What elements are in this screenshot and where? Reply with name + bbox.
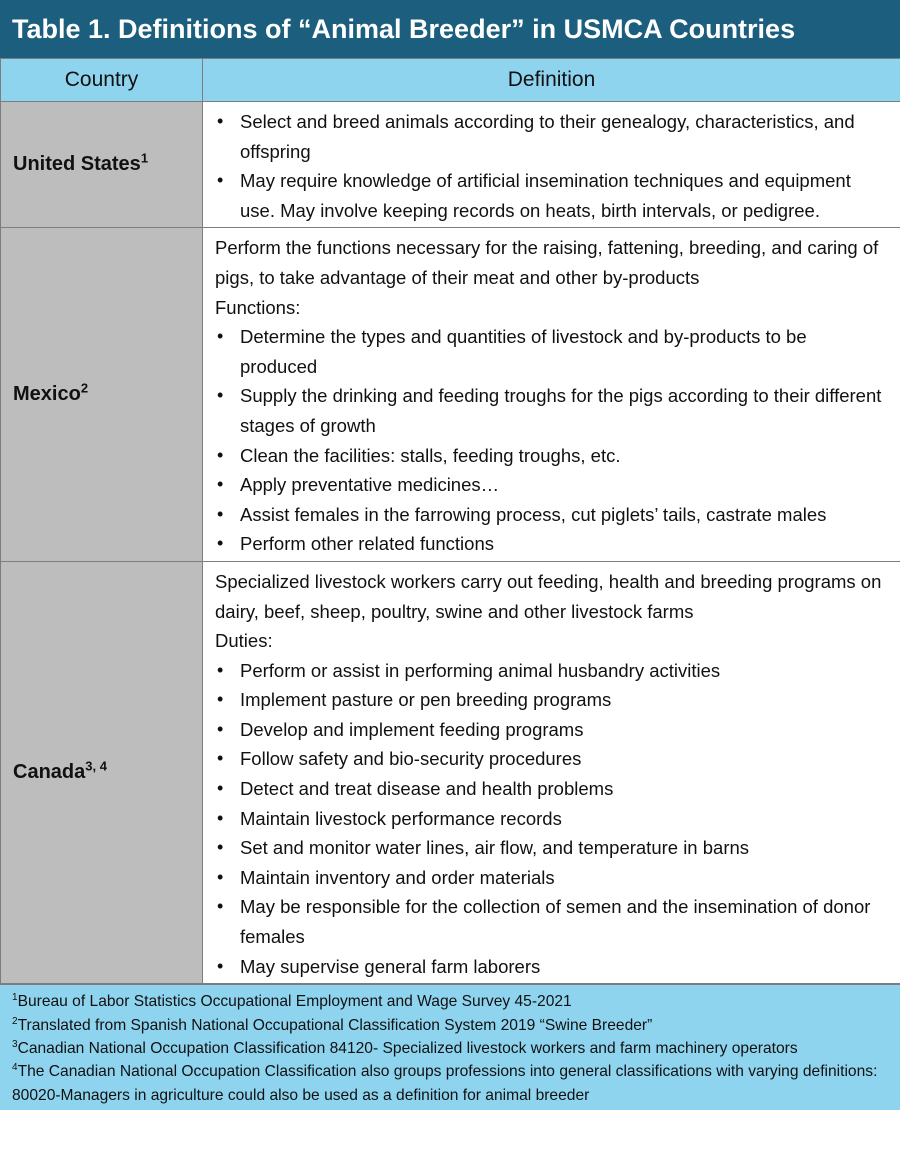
definition-cell <box>203 228 900 562</box>
footnote <box>12 990 888 1013</box>
footnote-number: 3 <box>12 1038 18 1050</box>
definition-subhead: Duties: <box>215 630 273 652</box>
footnote-text: The Canadian National Occupation Classification also groups professions into general classifications with varying definitions: 80020-Managers in agriculture could also be used as a definition for animal breeder <box>12 1063 878 1104</box>
list-item: • Develop and implement feeding programs <box>215 715 888 745</box>
list-item: • Determine the types and quantities of livestock and by-products to be produced <box>215 322 888 381</box>
definition-subhead: Functions: <box>215 296 301 318</box>
list-item: • Clean the facilities: stalls, feeding troughs, etc. <box>215 441 888 471</box>
list-item: • Implement pasture or pen breeding programs <box>215 685 888 715</box>
country-cell <box>1 228 203 562</box>
list-item: • Supply the drinking and feeding troughs for the pigs according to their different stages of growth <box>215 381 888 440</box>
definition-cell <box>203 102 900 228</box>
list-item: • Select and breed animals according to their genealogy, characteristics, and offspring <box>215 107 888 166</box>
definition-list <box>215 656 888 982</box>
footnote-text: Translated from Spanish National Occupational Classification System 2019 “Swine Breeder” <box>17 1016 653 1034</box>
list-item: • May supervise general farm laborers <box>215 952 888 982</box>
header-row <box>1 59 900 102</box>
definition-intro: Specialized livestock workers carry out feeding, health and breeding programs on dairy, beef, sheep, poultry, swine and other livestock farms <box>215 570 882 622</box>
table-row-united-states <box>1 102 900 228</box>
footnote-ref: 1 <box>140 150 149 166</box>
definition-list <box>215 107 888 225</box>
footnote <box>12 1037 888 1060</box>
country-cell <box>1 102 203 228</box>
definition-list <box>215 322 888 559</box>
header-definition: Definition <box>203 59 900 102</box>
footnotes <box>0 984 900 1110</box>
list-item: • Perform other related functions <box>215 529 888 559</box>
list-item: • Detect and treat disease and health problems <box>215 774 888 804</box>
footnote-ref: 2 <box>80 380 89 396</box>
list-item: • Maintain livestock performance records <box>215 804 888 834</box>
country-name: Mexico <box>13 383 81 406</box>
footnote <box>12 1060 888 1107</box>
footnote-ref: 3, 4 <box>85 758 107 774</box>
country-name: United States <box>13 153 141 176</box>
country-name: Canada <box>13 761 86 784</box>
list-item: • Set and monitor water lines, air flow, and temperature in barns <box>215 833 888 863</box>
footnote-text: Bureau of Labor Statistics Occupational Employment and Wage Survey 45-2021 <box>17 993 572 1011</box>
list-item: • May require knowledge of artificial insemination techniques and equipment use. May involve keeping records on heats, birth intervals, or pedigree. <box>215 166 888 225</box>
footnote-number: 2 <box>12 1015 18 1027</box>
country-cell <box>1 561 203 983</box>
definition-cell <box>203 561 900 983</box>
list-item: • May be responsible for the collection of semen and the insemination of donor females <box>215 892 888 951</box>
list-item: • Apply preventative medicines… <box>215 470 888 500</box>
definitions-table <box>0 58 900 984</box>
table-row-canada <box>1 561 900 983</box>
footnote <box>12 1014 888 1037</box>
table-title: Table 1. Definitions of “Animal Breeder” in USMCA Countries <box>0 0 900 58</box>
header-country: Country <box>1 59 203 102</box>
list-item: • Follow safety and bio-security procedures <box>215 744 888 774</box>
definition-intro: Perform the functions necessary for the raising, fattening, breeding, and caring of pigs, to take advantage of their meat and other by-products <box>215 237 879 288</box>
footnote-number: 1 <box>12 992 18 1004</box>
list-item: • Maintain inventory and order materials <box>215 863 888 893</box>
table-row-mexico <box>1 228 900 562</box>
list-item: • Perform or assist in performing animal husbandry activities <box>215 656 888 686</box>
footnote-number: 4 <box>12 1062 18 1074</box>
list-item: • Assist females in the farrowing process, cut piglets’ tails, castrate males <box>215 500 888 530</box>
footnote-text: Canadian National Occupation Classification 84120- Specialized livestock workers and farm machinery operators <box>17 1040 798 1058</box>
